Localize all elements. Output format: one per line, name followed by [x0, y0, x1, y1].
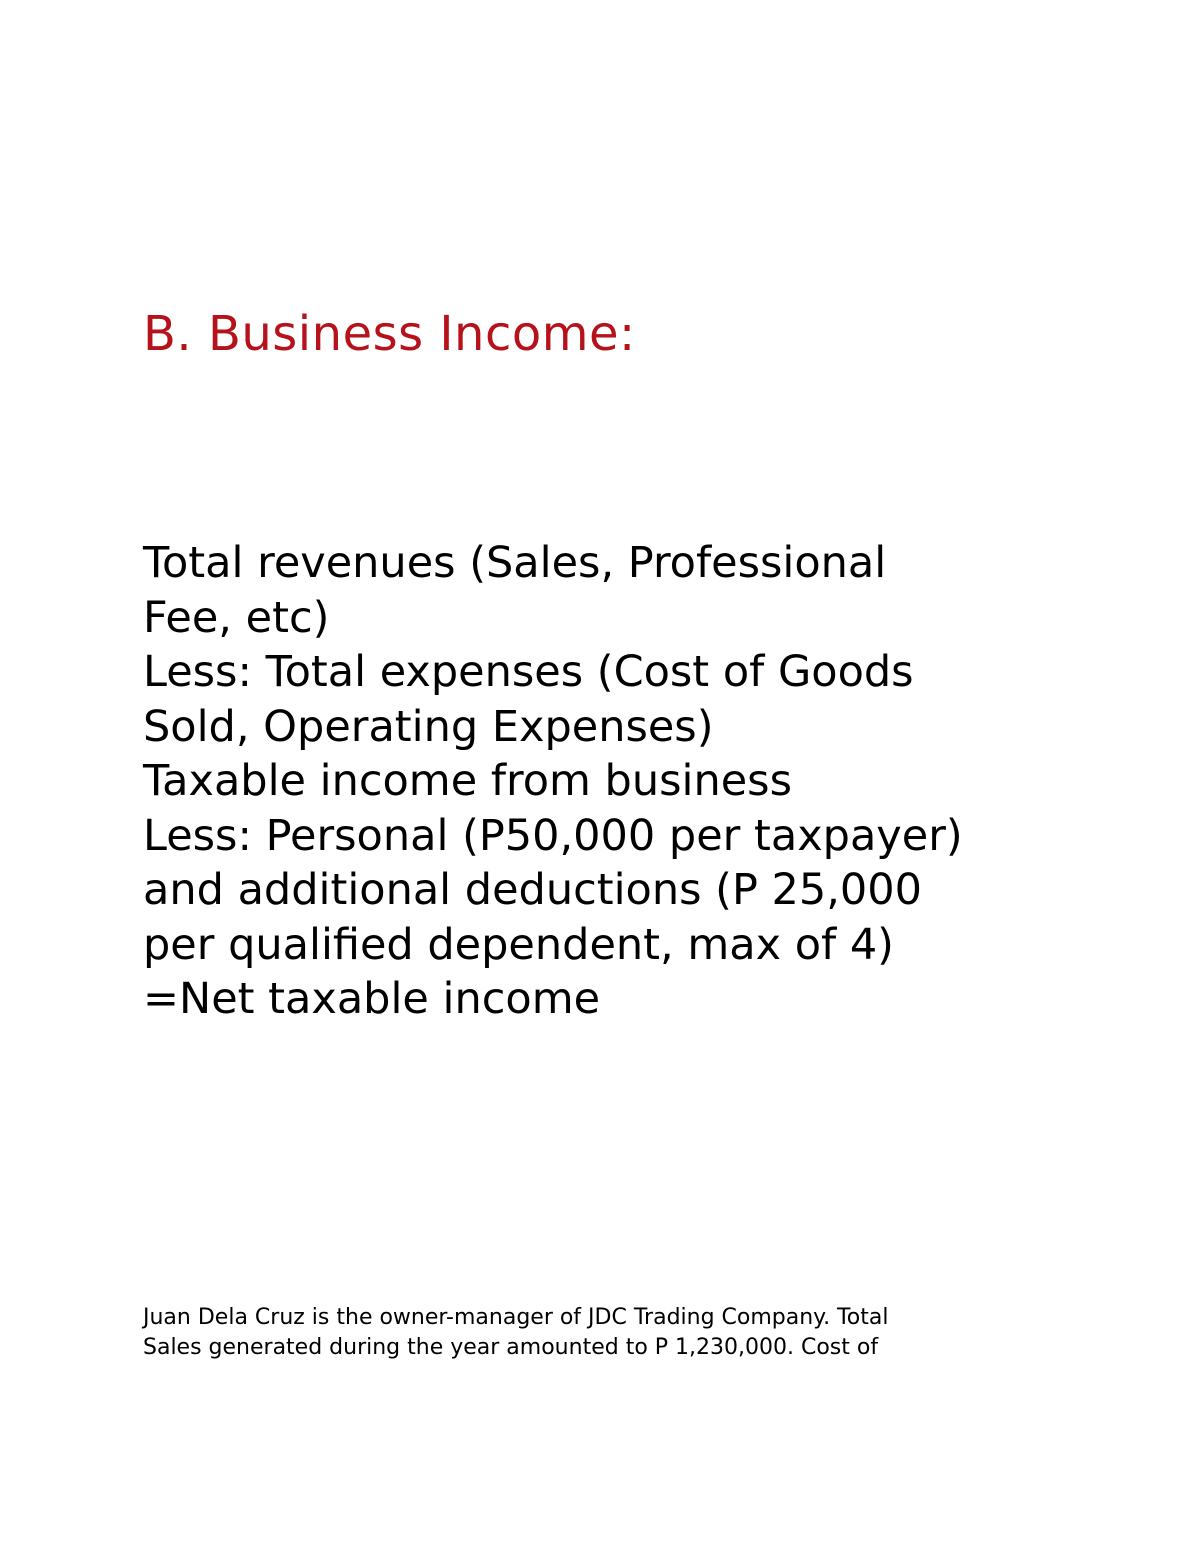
- formula-line-total-revenues-cont: Fee, etc): [143, 592, 330, 643]
- paragraph-line: Sales generated during the year amounted to P 1,230,000. Cost of: [143, 1334, 879, 1360]
- example-paragraph: [143, 1303, 1063, 1362]
- formula-line-less-expenses: Less: Total expenses (Cost of Goods: [143, 647, 914, 697]
- formula-line-qualified-dependent: per qualified dependent, max of 4): [143, 919, 894, 970]
- formula-line-less-expenses-cont: Sold, Operating Expenses): [143, 701, 714, 752]
- income-formula: [143, 536, 1103, 1027]
- section-heading: B. Business Income:: [143, 306, 636, 362]
- formula-line-total-revenues: Total revenues (Sales, Professional: [143, 538, 887, 588]
- formula-line-taxable-income: Taxable income from business: [143, 756, 792, 806]
- formula-line-net-taxable-income: =Net taxable income: [143, 974, 601, 1024]
- formula-line-less-personal: Less: Personal (P50,000 per taxpayer): [143, 810, 963, 861]
- formula-line-additional-deductions: and additional deductions (P 25,000: [143, 865, 922, 915]
- paragraph-line: Juan Dela Cruz is the owner-manager of JDC Trading Company. Total: [143, 1305, 889, 1330]
